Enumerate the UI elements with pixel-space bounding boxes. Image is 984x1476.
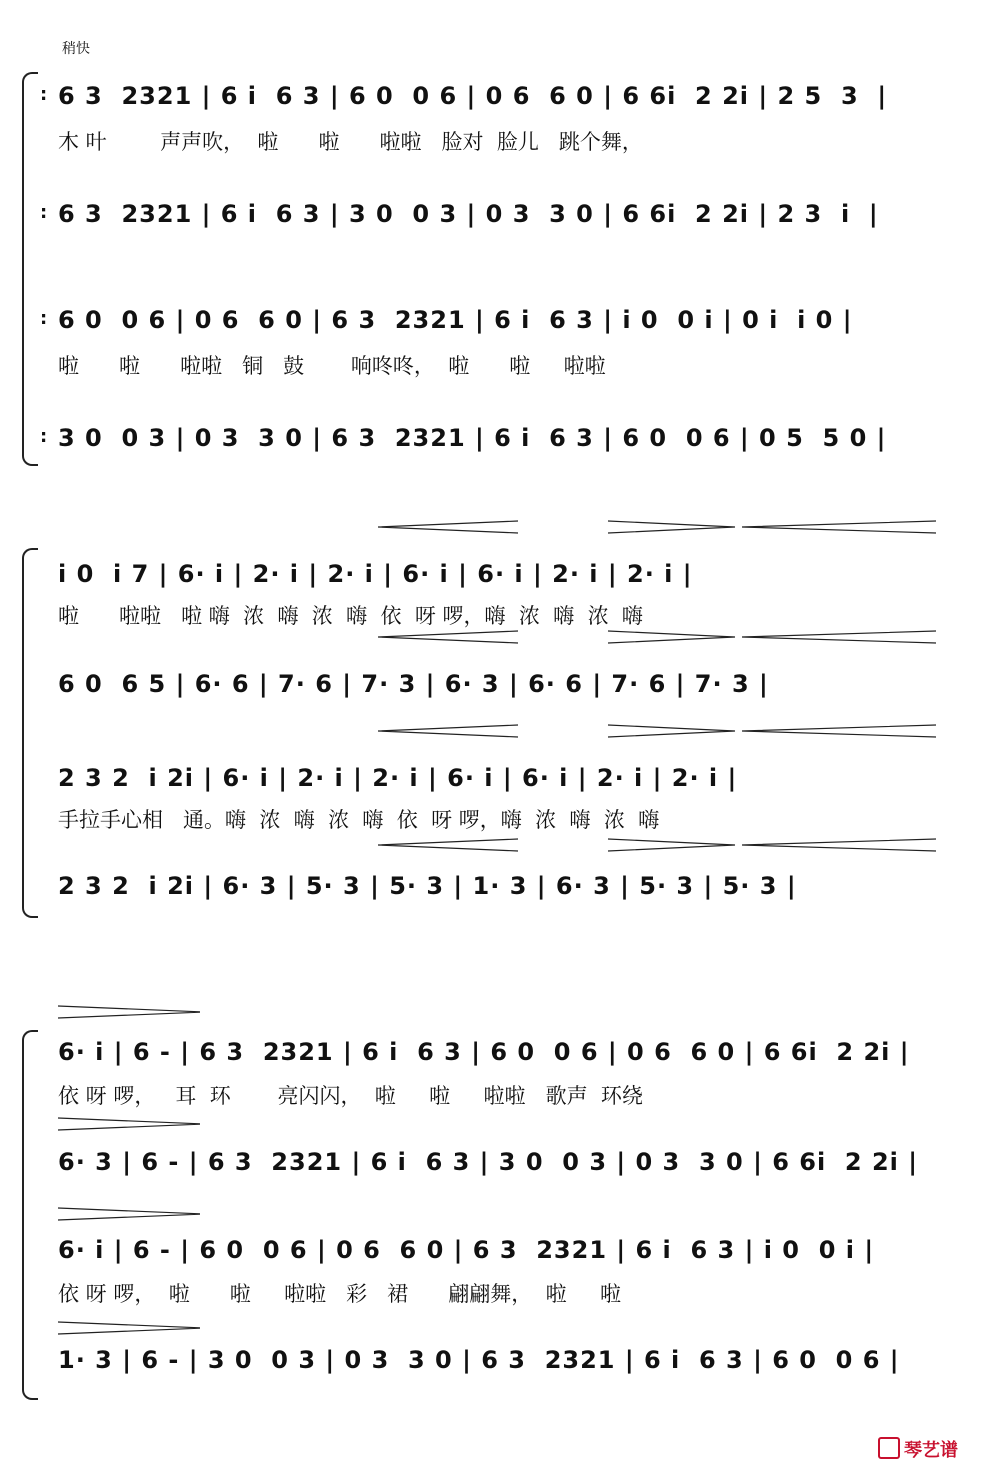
logo-icon <box>878 1437 900 1459</box>
watermark-text: 琴艺谱 <box>904 1440 958 1461</box>
notation-line: i 0 i 7 | 6· i | 2· i | 2· i | 6· i | 6· i | 2· i | 2· i | <box>58 560 693 588</box>
notation-line: 1· 3 | 6 - | 3 0 0 3 | 0 3 3 0 | 6 3 2321 | 6 i 6 3 | 6 0 0 6 | <box>58 1346 900 1374</box>
watermark <box>878 1436 958 1462</box>
notation-line: 2 3 2 i 2i | 6· 3 | 5· 3 | 5· 3 | 1· 3 | 6· 3 | 5· 3 | 5· 3 | <box>58 872 797 900</box>
lyrics-line: 木 叶 声声吹， 啦 啦 啦啦 脸对 脸儿 跳个舞， <box>58 130 643 154</box>
lyrics-line: 手拉手心相 通。嗨 浓 嗨 浓 嗨 依 呀 啰，嗨 浓 嗨 浓 嗨 <box>58 808 660 832</box>
repeat-sign: : <box>40 84 48 105</box>
notation-line: 6 3 2321 | 6 i 6 3 | 3 0 0 3 | 0 3 3 0 | 6 6i 2 2i | 2 3 i | <box>58 200 879 228</box>
lyrics-line: 啦 啦 啦啦 铜 鼓 响咚咚， 啦 啦 啦啦 <box>58 354 606 378</box>
repeat-sign: : <box>40 426 48 447</box>
notation-line: 6 3 2321 | 6 i 6 3 | 6 0 0 6 | 0 6 6 0 | 6 6i 2 2i | 2 5 3 | <box>58 82 888 110</box>
system-brace <box>22 72 38 466</box>
notation-line: 6· i | 6 - | 6 0 0 6 | 0 6 6 0 | 6 3 2321 | 6 i 6 3 | i 0 0 i | <box>58 1236 875 1264</box>
repeat-sign: : <box>40 202 48 223</box>
lyrics-line: 依 呀 啰， 耳 环 亮闪闪， 啦 啦 啦啦 歌声 环绕 <box>58 1084 643 1108</box>
notation-line: 6· i | 6 - | 6 3 2321 | 6 i 6 3 | 6 0 0 6 | 0 6 6 0 | 6 6i 2 2i | <box>58 1038 910 1066</box>
repeat-sign: : <box>40 308 48 329</box>
lyrics-line: 啦 啦啦 啦 嗨 浓 嗨 浓 嗨 依 呀 啰，嗨 浓 嗨 浓 嗨 <box>58 604 643 628</box>
notation-line: 2 3 2 i 2i | 6· i | 2· i | 2· i | 6· i | 6· i | 2· i | 2· i | <box>58 764 738 792</box>
notation-line: 6 0 6 5 | 6· 6 | 7· 6 | 7· 3 | 6· 3 | 6· 6 | 7· 6 | 7· 3 | <box>58 670 769 698</box>
tempo-mark: 稍快 <box>62 41 90 57</box>
notation-line: 6 0 0 6 | 0 6 6 0 | 6 3 2321 | 6 i 6 3 | i 0 0 i | 0 i i 0 | <box>58 306 853 334</box>
notation-line: 3 0 0 3 | 0 3 3 0 | 6 3 2321 | 6 i 6 3 | 6 0 0 6 | 0 5 5 0 | <box>58 424 887 452</box>
notation-line: 6· 3 | 6 - | 6 3 2321 | 6 i 6 3 | 3 0 0 3 | 0 3 3 0 | 6 6i 2 2i | <box>58 1148 918 1176</box>
lyrics-line: 依 呀 啰， 啦 啦 啦啦 彩 裙 翩翩舞， 啦 啦 <box>58 1282 621 1306</box>
